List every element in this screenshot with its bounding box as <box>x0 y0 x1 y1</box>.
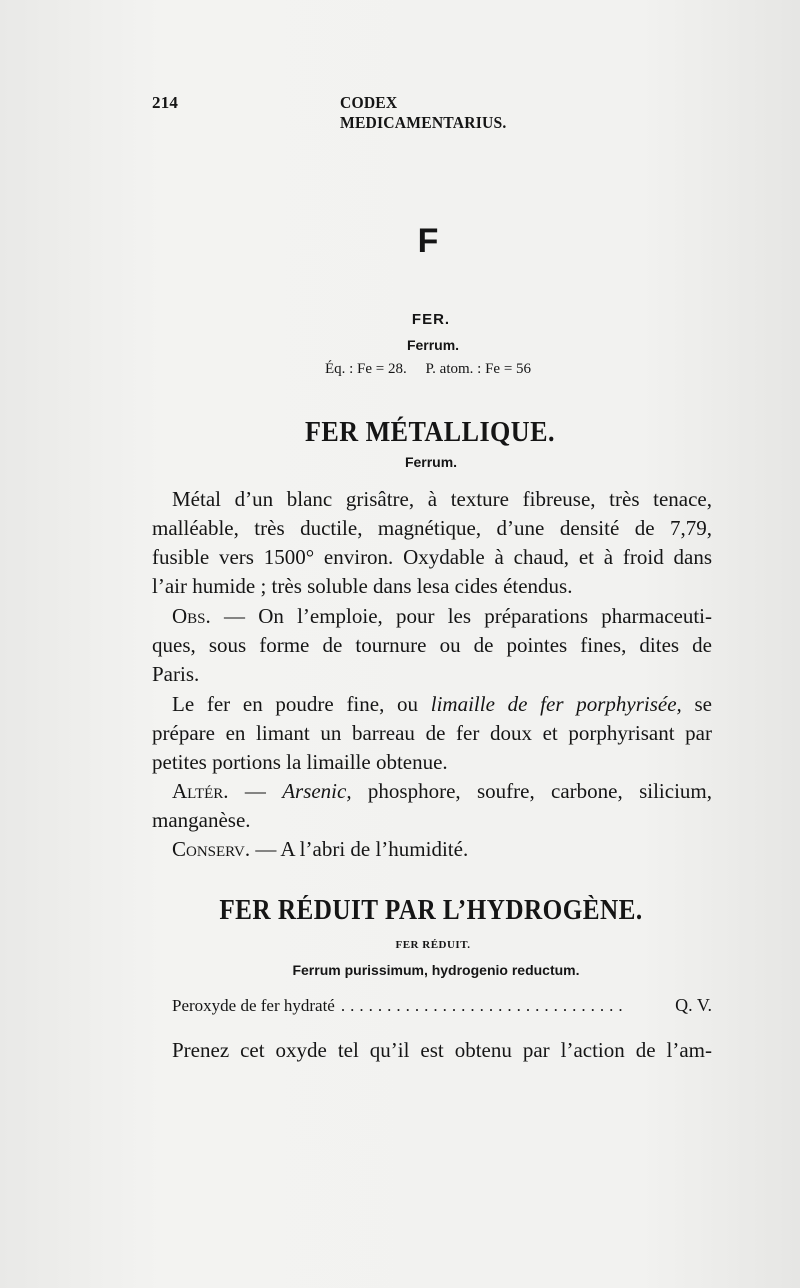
fer-reduit-latin: Ferrum purissimum, hydrogenio reductum. <box>292 962 580 978</box>
entry-title: FER. <box>411 311 451 328</box>
conservation-text: — A l’abri de l’humidité. <box>250 837 469 861</box>
recipe-ingredient: Peroxyde de fer hydraté <box>172 996 335 1015</box>
section-letter: F <box>417 222 439 260</box>
entry-latin-name: Ferrum. <box>406 337 460 353</box>
fer-reduit-label: FER RÉDUIT. <box>395 939 471 951</box>
running-title: CODEX MEDICAMENTARIUS. <box>340 93 507 132</box>
page-header <box>152 93 522 132</box>
description-line: malléable, très ductile, magnétique, d’une densité de 7,79, <box>152 516 712 540</box>
entry-equivalents: Éq. : Fe = 28. P. atom. : Fe = 56 <box>324 361 532 377</box>
description-paragraph <box>152 485 712 601</box>
poudre-paragraph <box>152 690 712 777</box>
alteration-line: manganèse. <box>152 808 251 832</box>
alteration-line <box>152 777 712 806</box>
alteration-italic: Arsenic, <box>282 779 352 803</box>
obs-line: ques, sous forme de tournure ou de pointes fines, dites de <box>152 633 712 657</box>
conservation-label: Conserv. <box>172 837 251 861</box>
alteration-paragraph <box>152 777 712 835</box>
recipe-line <box>172 995 712 1016</box>
obs-label: Obs. <box>172 604 211 628</box>
description-line: fusible vers 1500° environ. Oxydable à chaud, et à froid dans <box>152 545 712 569</box>
conservation-line <box>152 835 712 864</box>
obs-paragraph <box>152 602 712 689</box>
section-title-fer-reduit: FER RÉDUIT PAR L’HYDROGÈNE. <box>219 895 643 926</box>
alteration-label: Altér. <box>172 779 229 803</box>
recipe-quantity: Q. V. <box>675 995 712 1015</box>
alteration-dash: — <box>228 779 283 803</box>
poudre-line: petites portions la limaille obtenue. <box>152 750 448 774</box>
fer-metallique-latin: Ferrum. <box>404 454 458 470</box>
poudre-line: prépare en limant un barreau de fer doux et porphyrisant par <box>152 721 712 745</box>
page-number: 214 <box>152 93 179 112</box>
obs-text: — On l’emploie, pour les préparations pharmaceuti- <box>223 604 713 628</box>
alteration-text: phosphore, soufre, carbone, silicium, <box>351 779 712 803</box>
section-title-fer-metallique: FER MÉTALLIQUE. <box>305 416 555 448</box>
final-text-line: Prenez cet oxyde tel qu’il est obtenu par l’action de l’am- <box>172 1038 712 1062</box>
poudre-italic-term: limaille de fer porphyrisée, <box>430 692 682 716</box>
poudre-line <box>152 690 712 719</box>
obs-line: Paris. <box>152 662 200 686</box>
obs-line <box>152 602 712 631</box>
description-line: Métal d’un blanc grisâtre, à texture fibreuse, très tenace, <box>172 487 712 511</box>
description-line: l’air humide ; très soluble dans lesa cides étendus. <box>152 574 573 598</box>
conservation-paragraph <box>152 835 712 864</box>
recipe-leader-dots: ............................... <box>340 996 628 1015</box>
poudre-text-end: se <box>681 692 712 716</box>
poudre-text-start: Le fer en poudre fine, ou <box>172 692 431 716</box>
